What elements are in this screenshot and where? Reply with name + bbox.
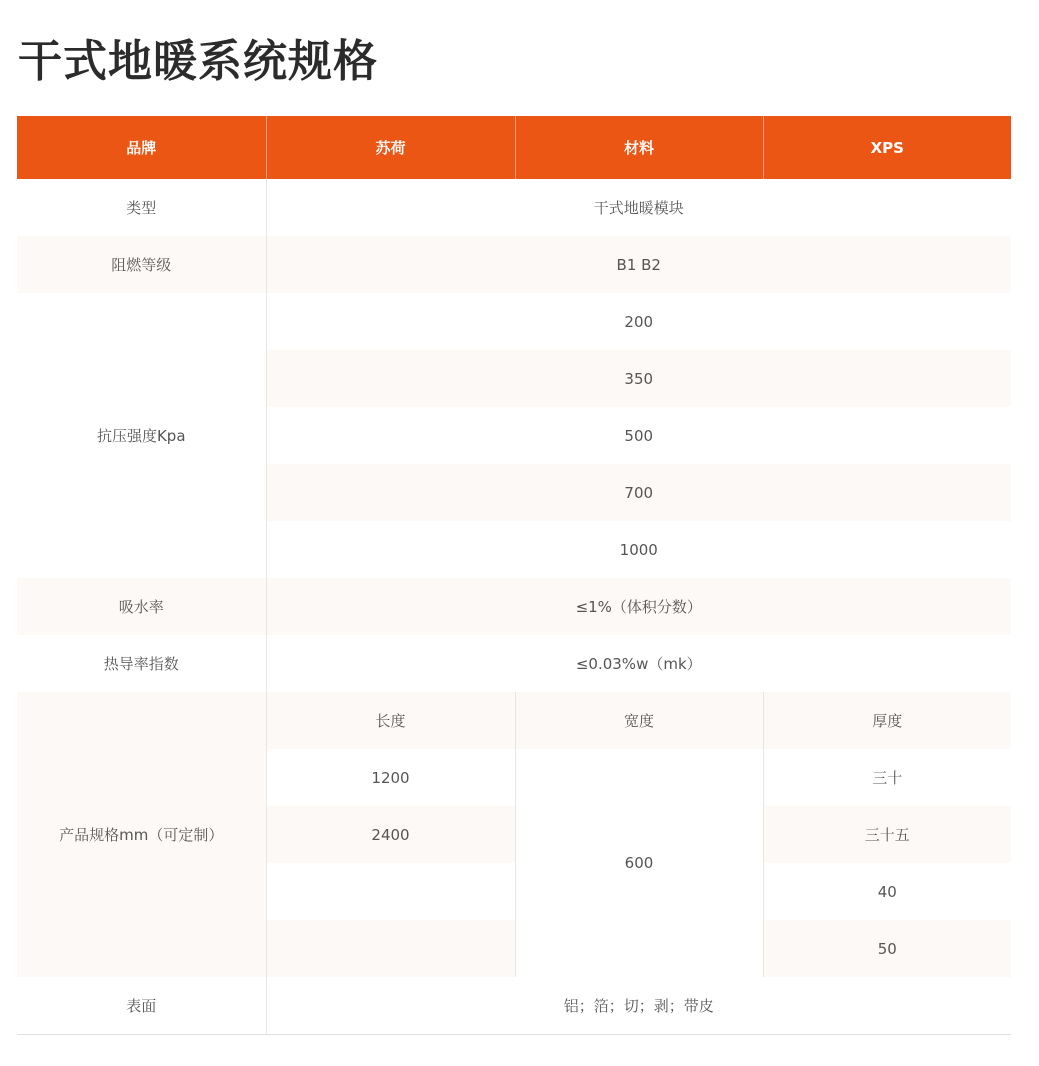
row-label-size: 产品规格mm（可定制） [17,692,266,977]
header-brand-value: 苏荷 [266,116,515,179]
row-value-absorb: ≤1%（体积分数） [575,598,702,616]
size-subheader-length: 长度 [266,692,515,749]
strength-value: 350 [266,350,1011,407]
row-value-thermal: ≤0.03%w（mk） [575,655,702,673]
size-length [266,920,515,977]
header-brand: 品牌 [17,116,266,179]
row-value-surface: 铝；箔；切；剥；带皮 [266,977,1011,1035]
row-label-fire: 阻燃等级 [17,236,266,293]
table-row-absorb [17,578,1011,635]
header-material-value: XPS [763,116,1011,179]
size-thickness: 三十 [872,769,903,787]
row-label-thermal: 热导率指数 [17,635,266,692]
strength-value: 700 [266,464,1011,521]
size-thickness: 三十五 [763,806,1011,863]
table-row-surface [17,977,1011,1035]
size-length: 2400 [266,806,515,863]
table-row-size-header [17,692,1011,749]
size-subheader-width: 宽度 [515,692,763,749]
size-width: 600 [515,749,763,977]
page-title: 干式地暖系统规格 [18,36,378,87]
size-length [266,863,515,920]
row-label-surface: 表面 [17,977,266,1035]
header-material: 材料 [515,116,763,179]
size-length: 1200 [266,749,515,806]
size-thickness: 50 [763,920,1011,977]
table-row-thermal [17,635,1011,692]
strength-value: 1000 [619,540,658,559]
table-header-row [17,116,1011,179]
spec-table [17,116,1011,1035]
size-subheader-thickness: 厚度 [872,712,903,730]
table-row-strength [17,293,1011,350]
strength-value: 500 [624,426,654,445]
row-label-absorb: 吸水率 [17,578,266,635]
strength-value: 200 [624,312,654,331]
row-label-strength: 抗压强度Kpa [17,293,266,578]
row-value-type: 干式地暖模块 [593,199,684,217]
row-value-fire: B1 B2 [616,255,661,274]
row-label-type: 类型 [17,179,266,236]
table-row-fire [17,236,1011,293]
table-row-type [17,179,1011,236]
size-thickness: 40 [877,882,897,901]
